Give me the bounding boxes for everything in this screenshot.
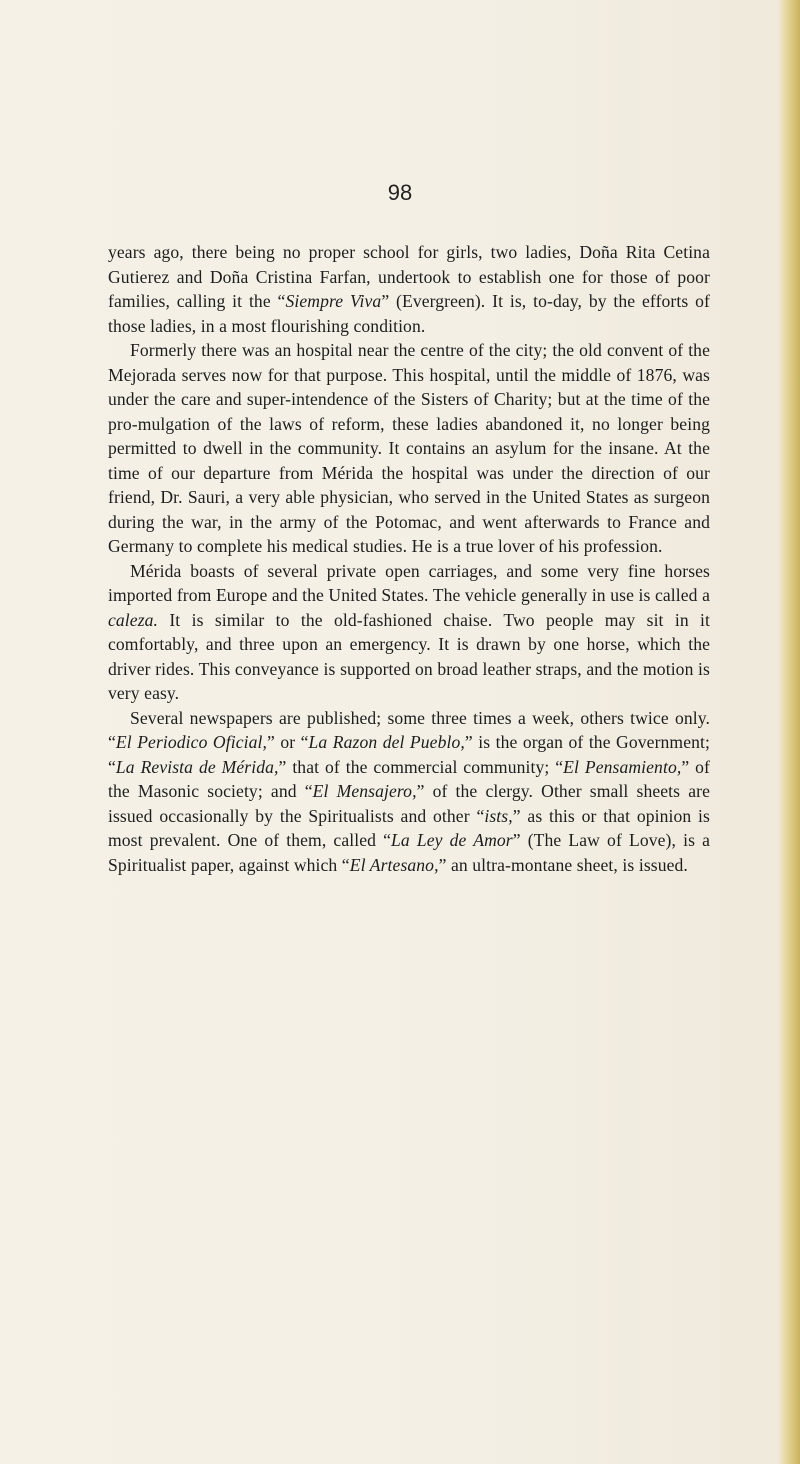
paragraph [108,338,710,559]
text-run: ” or “ [266,732,309,752]
text-run: ” that of the commercial community; “ [278,756,564,777]
italic-title: La Revista de Mérida, [115,756,279,777]
text-run: ” is the organ of the Government; “ [108,732,710,777]
paragraph [108,559,710,706]
text-run: ” of the Masonic society; and “ [108,756,710,801]
italic-title: El Artesano, [349,854,439,875]
text-run: ” (Evergreen). It is, to-day, by the efforts of those ladies, in a most flourishing condition. [108,291,710,336]
italic-title: caleza. [108,609,159,630]
italic-title: ists, [484,805,513,826]
text-run: ” as this or that opinion is most prevalent. One of them, called “ [108,805,710,850]
text-run: ” an ultra-montane sheet, is issued. [438,854,688,875]
paragraph [108,706,710,878]
italic-title: El Mensajero, [312,781,417,801]
italic-title: Siempre Viva [285,291,382,311]
text-run: Formerly there was an hospital near the centre of the city; the old convent of the Mejorada serves now for that purpose. This hospital, until the middle of 1876, was under the care and super-intendence of the Sisters of Charity; but at the time of the pro-mulgation of the laws of reform, these ladies abandoned it, no longer being permitted to dwell in the community. It contains an asylum for the insane. At the time of our departure from Mérida the hospital was under the direction of our friend, Dr. Sauri, a very able physician, who served in the United States as surgeon during the war, in the army of the Potomac, and went afterwards to France and Germany to complete his medical studies. He is a true lover of his profession. [108,340,710,556]
body-text [108,240,710,877]
page-number: 98 [387,180,413,205]
text-run: It is similar to the old-fashioned chaise. Two people may sit in it comfortably, and three upon an emergency. It is drawn by one horse, which the driver rides. This conveyance is supported on broad leather straps, and the motion is very easy. [108,609,710,703]
text-run: Several newspapers are published; some three times a week, others twice only. “ [108,707,710,752]
text-run: ” of the clergy. Other small sheets are issued occasionally by the Spiritualists and other “ [108,781,710,826]
text-run: ” (The Law of Love), is a Spiritualist paper, against which “ [108,830,711,875]
text-run: Mérida boasts of several private open carriages, and some very fine horses imported from Europe and the United States. The vehicle generally in use is called a [108,560,710,605]
paragraph [108,240,710,338]
italic-title: El Periodico Oficial, [115,732,267,752]
italic-title: El Pensamiento, [563,756,682,777]
italic-title: La Ley de Amor [391,830,513,850]
italic-title: La Razon del Pueblo, [308,732,465,752]
text-run: years ago, there being no proper school for girls, two ladies, Doña Rita Cetina Gutierez and Doña Cristina Farfan, undertook to establish one for those of poor families, calling it the “ [108,242,710,311]
page-edge [778,0,800,1464]
